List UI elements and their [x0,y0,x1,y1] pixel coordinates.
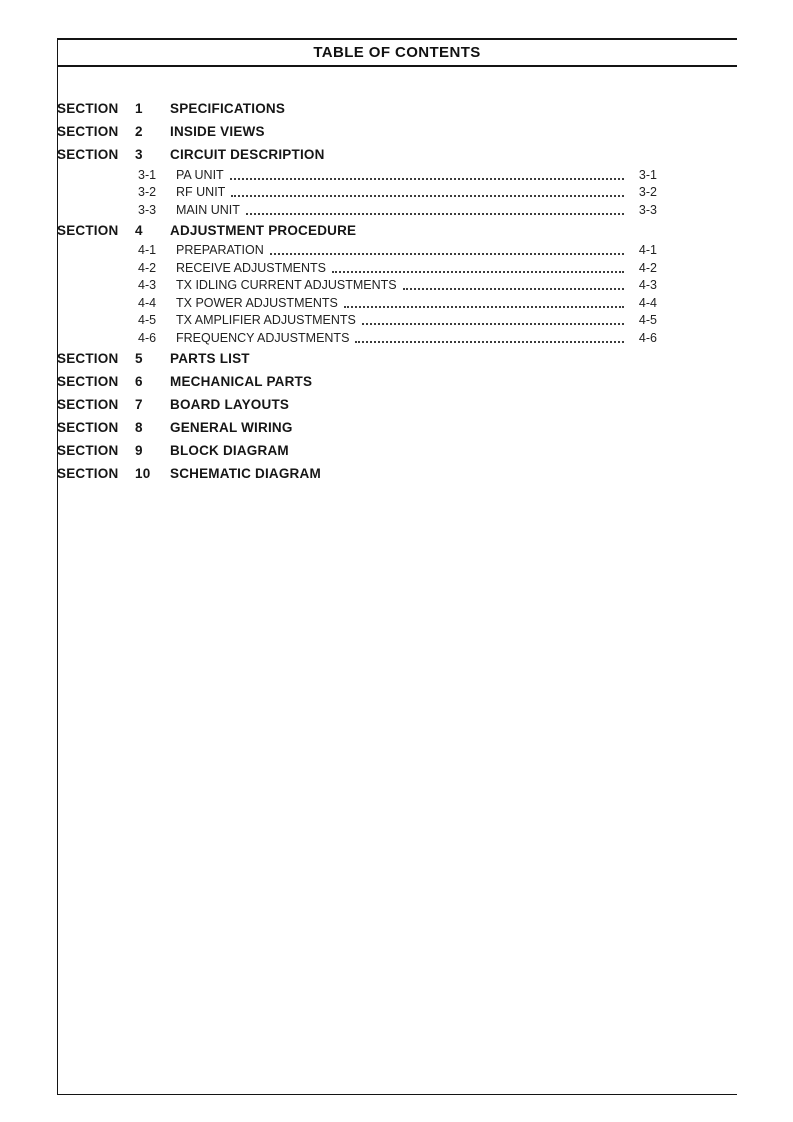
item-title: TX POWER ADJUSTMENTS [176,295,338,310]
item-page-number: 4-4 [638,295,657,310]
toc-section-row [57,439,657,462]
section-label: SECTION [57,124,119,139]
toc-item-row [57,259,657,277]
section-number: 1 [135,101,143,116]
section-number: 9 [135,442,143,458]
toc-section-row [57,416,657,439]
toc-item-row [57,242,657,260]
item-number: 3-3 [138,202,157,217]
section-title: MECHANICAL PARTS [170,373,313,389]
section-title: PARTS LIST [170,350,250,366]
toc-section-row [57,143,657,166]
toc-section-row [57,97,657,120]
item-number: 4-2 [138,260,157,275]
item-title: PA UNIT [176,167,224,182]
item-number: 3-2 [138,185,157,200]
dot-leader [246,213,624,215]
toc-item-row [57,277,657,295]
item-page-number: 4-1 [638,243,657,258]
section-label: SECTION [57,147,119,162]
section-label: SECTION [57,465,119,481]
section-label: SECTION [57,222,119,238]
page-title: TABLE OF CONTENTS [313,44,481,61]
dot-leader [231,195,624,197]
dot-leader [332,271,624,273]
item-number: 4-1 [138,243,157,258]
item-title: RECEIVE ADJUSTMENTS [176,260,327,275]
table-of-contents [57,97,657,485]
toc-section-row [57,120,657,143]
dot-leader [355,341,624,343]
section-number: 10 [135,465,151,481]
item-number: 4-5 [138,313,157,328]
item-title: PREPARATION [176,243,264,258]
section-number: 7 [135,396,143,412]
dot-leader [270,253,624,255]
item-page-number: 4-5 [638,313,657,328]
item-page-number: 3-3 [638,202,657,217]
section-number: 6 [135,373,143,389]
dot-leader [362,323,624,325]
item-title: MAIN UNIT [176,202,240,217]
section-label: SECTION [57,101,119,116]
toc-item-row [57,312,657,330]
item-title: RF UNIT [176,185,226,200]
toc-item-row [57,329,657,347]
toc-item-row [57,201,657,219]
dot-leader [403,288,624,290]
item-page-number: 4-3 [638,278,657,293]
toc-section-row [57,219,657,242]
item-page-number: 4-6 [638,330,657,345]
section-label: SECTION [57,396,119,412]
section-title: SCHEMATIC DIAGRAM [170,465,321,481]
item-number: 4-4 [138,295,157,310]
section-number: 3 [135,147,143,162]
section-title: SPECIFICATIONS [170,101,286,116]
item-number: 4-3 [138,278,157,293]
section-title: BOARD LAYOUTS [170,396,290,412]
toc-section-row [57,462,657,485]
section-label: SECTION [57,350,119,366]
item-page-number: 3-1 [638,167,657,182]
section-number: 5 [135,350,143,366]
section-label: SECTION [57,373,119,389]
toc-section-row [57,393,657,416]
section-number: 8 [135,419,143,435]
section-title: BLOCK DIAGRAM [170,442,289,458]
toc-item-row [57,294,657,312]
toc-section-row [57,370,657,393]
toc-item-row [57,184,657,202]
item-page-number: 4-2 [638,260,657,275]
section-title: GENERAL WIRING [170,419,293,435]
dot-leader [344,306,624,308]
item-title: TX AMPLIFIER ADJUSTMENTS [176,313,356,328]
title-underline-rule [57,65,737,67]
item-page-number: 3-2 [638,185,657,200]
section-title: ADJUSTMENT PROCEDURE [170,222,357,238]
item-title: FREQUENCY ADJUSTMENTS [176,330,350,345]
toc-section-row [57,347,657,370]
bottom-rule [57,1094,737,1095]
dot-leader [230,178,624,180]
section-label: SECTION [57,442,119,458]
section-label: SECTION [57,419,119,435]
section-number: 2 [135,124,143,139]
item-number: 4-6 [138,330,157,345]
toc-item-row [57,166,657,184]
section-title: INSIDE VIEWS [170,124,265,139]
top-rule [57,38,737,40]
item-number: 3-1 [138,167,157,182]
item-title: TX IDLING CURRENT ADJUSTMENTS [176,278,397,293]
section-number: 4 [135,222,143,238]
section-title: CIRCUIT DESCRIPTION [170,147,325,162]
